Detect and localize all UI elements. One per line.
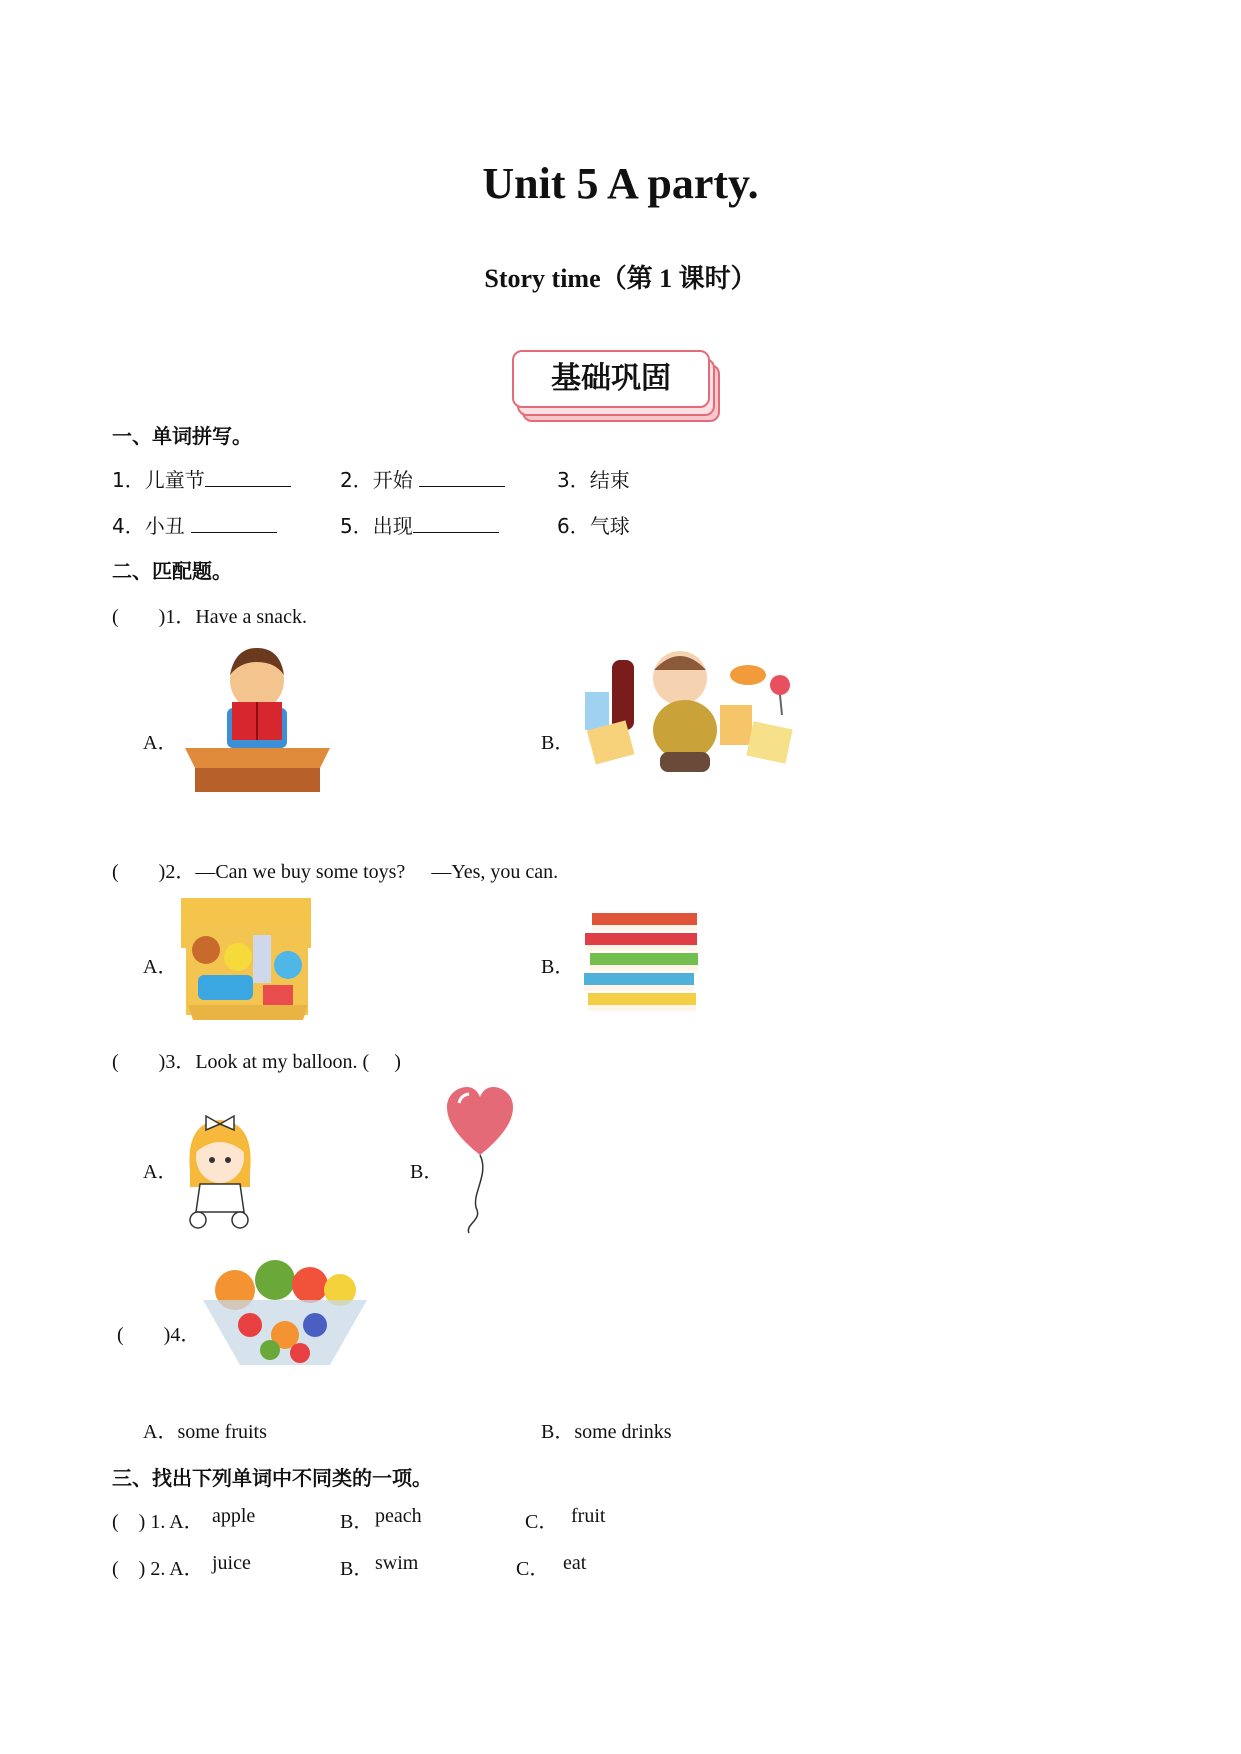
odd-one-row-1-a: apple <box>212 1505 256 1527</box>
section3-heading: 三、找出下列单词中不同类的一项。 <box>112 1466 432 1490</box>
answer-blank[interactable] <box>205 468 291 487</box>
spelling-item-6: 6．气球 <box>557 514 630 538</box>
odd-one-row-1-prefix: ( ) 1. A． <box>112 1511 204 1533</box>
option-label-a: A． <box>143 732 178 754</box>
boy-reading-illustration <box>180 640 335 795</box>
odd-one-row-2-a: juice <box>212 1552 251 1574</box>
odd-one-row-2-b: swim <box>375 1552 419 1574</box>
option-label-b: B． <box>541 956 575 978</box>
odd-one-row-2-c-label: C． <box>516 1558 550 1580</box>
option-b-text: B．some drinks <box>541 1421 672 1443</box>
odd-one-row-2-prefix: ( ) 2. A． <box>112 1558 204 1580</box>
books-stack-illustration <box>580 905 705 1015</box>
section-badge <box>512 350 736 428</box>
odd-one-row-1-c-label: C． <box>525 1511 559 1533</box>
option-label-a: A． <box>143 956 178 978</box>
section1-heading: 一、单词拼写。 <box>112 424 252 448</box>
spelling-item-1: 1．儿童节 <box>112 464 291 493</box>
option-label-b: B． <box>410 1161 444 1183</box>
match-question-3: ( )3．Look at my balloon. ( ) <box>112 1051 401 1073</box>
spelling-item-4: 4．小丑 <box>112 510 277 539</box>
match-question-2: ( )2．—Can we buy some toys? —Yes, you can. <box>112 861 559 883</box>
toy-box-illustration <box>178 895 318 1023</box>
answer-blank[interactable] <box>191 514 277 533</box>
child-with-snacks-illustration <box>580 640 795 780</box>
answer-blank[interactable] <box>413 514 499 533</box>
option-label-a: A． <box>143 1161 178 1183</box>
odd-one-row-1-b: peach <box>375 1505 422 1527</box>
heart-balloon-illustration <box>445 1085 515 1235</box>
odd-one-row-1-c: fruit <box>571 1505 606 1527</box>
odd-one-row-2-b-label: B． <box>340 1558 374 1580</box>
answer-blank[interactable] <box>419 468 505 487</box>
doll-illustration <box>180 1112 260 1230</box>
spelling-item-2: 2．开始 <box>340 464 505 493</box>
match-question-1: ( )1．Have a snack. <box>112 606 307 628</box>
match-question-4: ( )4． <box>117 1324 201 1346</box>
fruit-bowl-illustration <box>200 1255 370 1370</box>
page-subtitle: Story time（第 1 课时） <box>484 264 757 293</box>
odd-one-row-1-b-label: B． <box>340 1511 374 1533</box>
section2-heading: 二、匹配题。 <box>112 559 232 583</box>
spelling-item-5: 5．出现 <box>340 510 499 539</box>
option-label-b: B． <box>541 732 575 754</box>
spelling-item-3: 3．结束 <box>557 468 630 492</box>
page-title: Unit 5 A party. <box>482 159 759 208</box>
odd-one-row-2-c: eat <box>563 1552 587 1574</box>
option-a-text: A．some fruits <box>143 1421 267 1443</box>
badge-label: 基础巩固 <box>512 350 710 408</box>
